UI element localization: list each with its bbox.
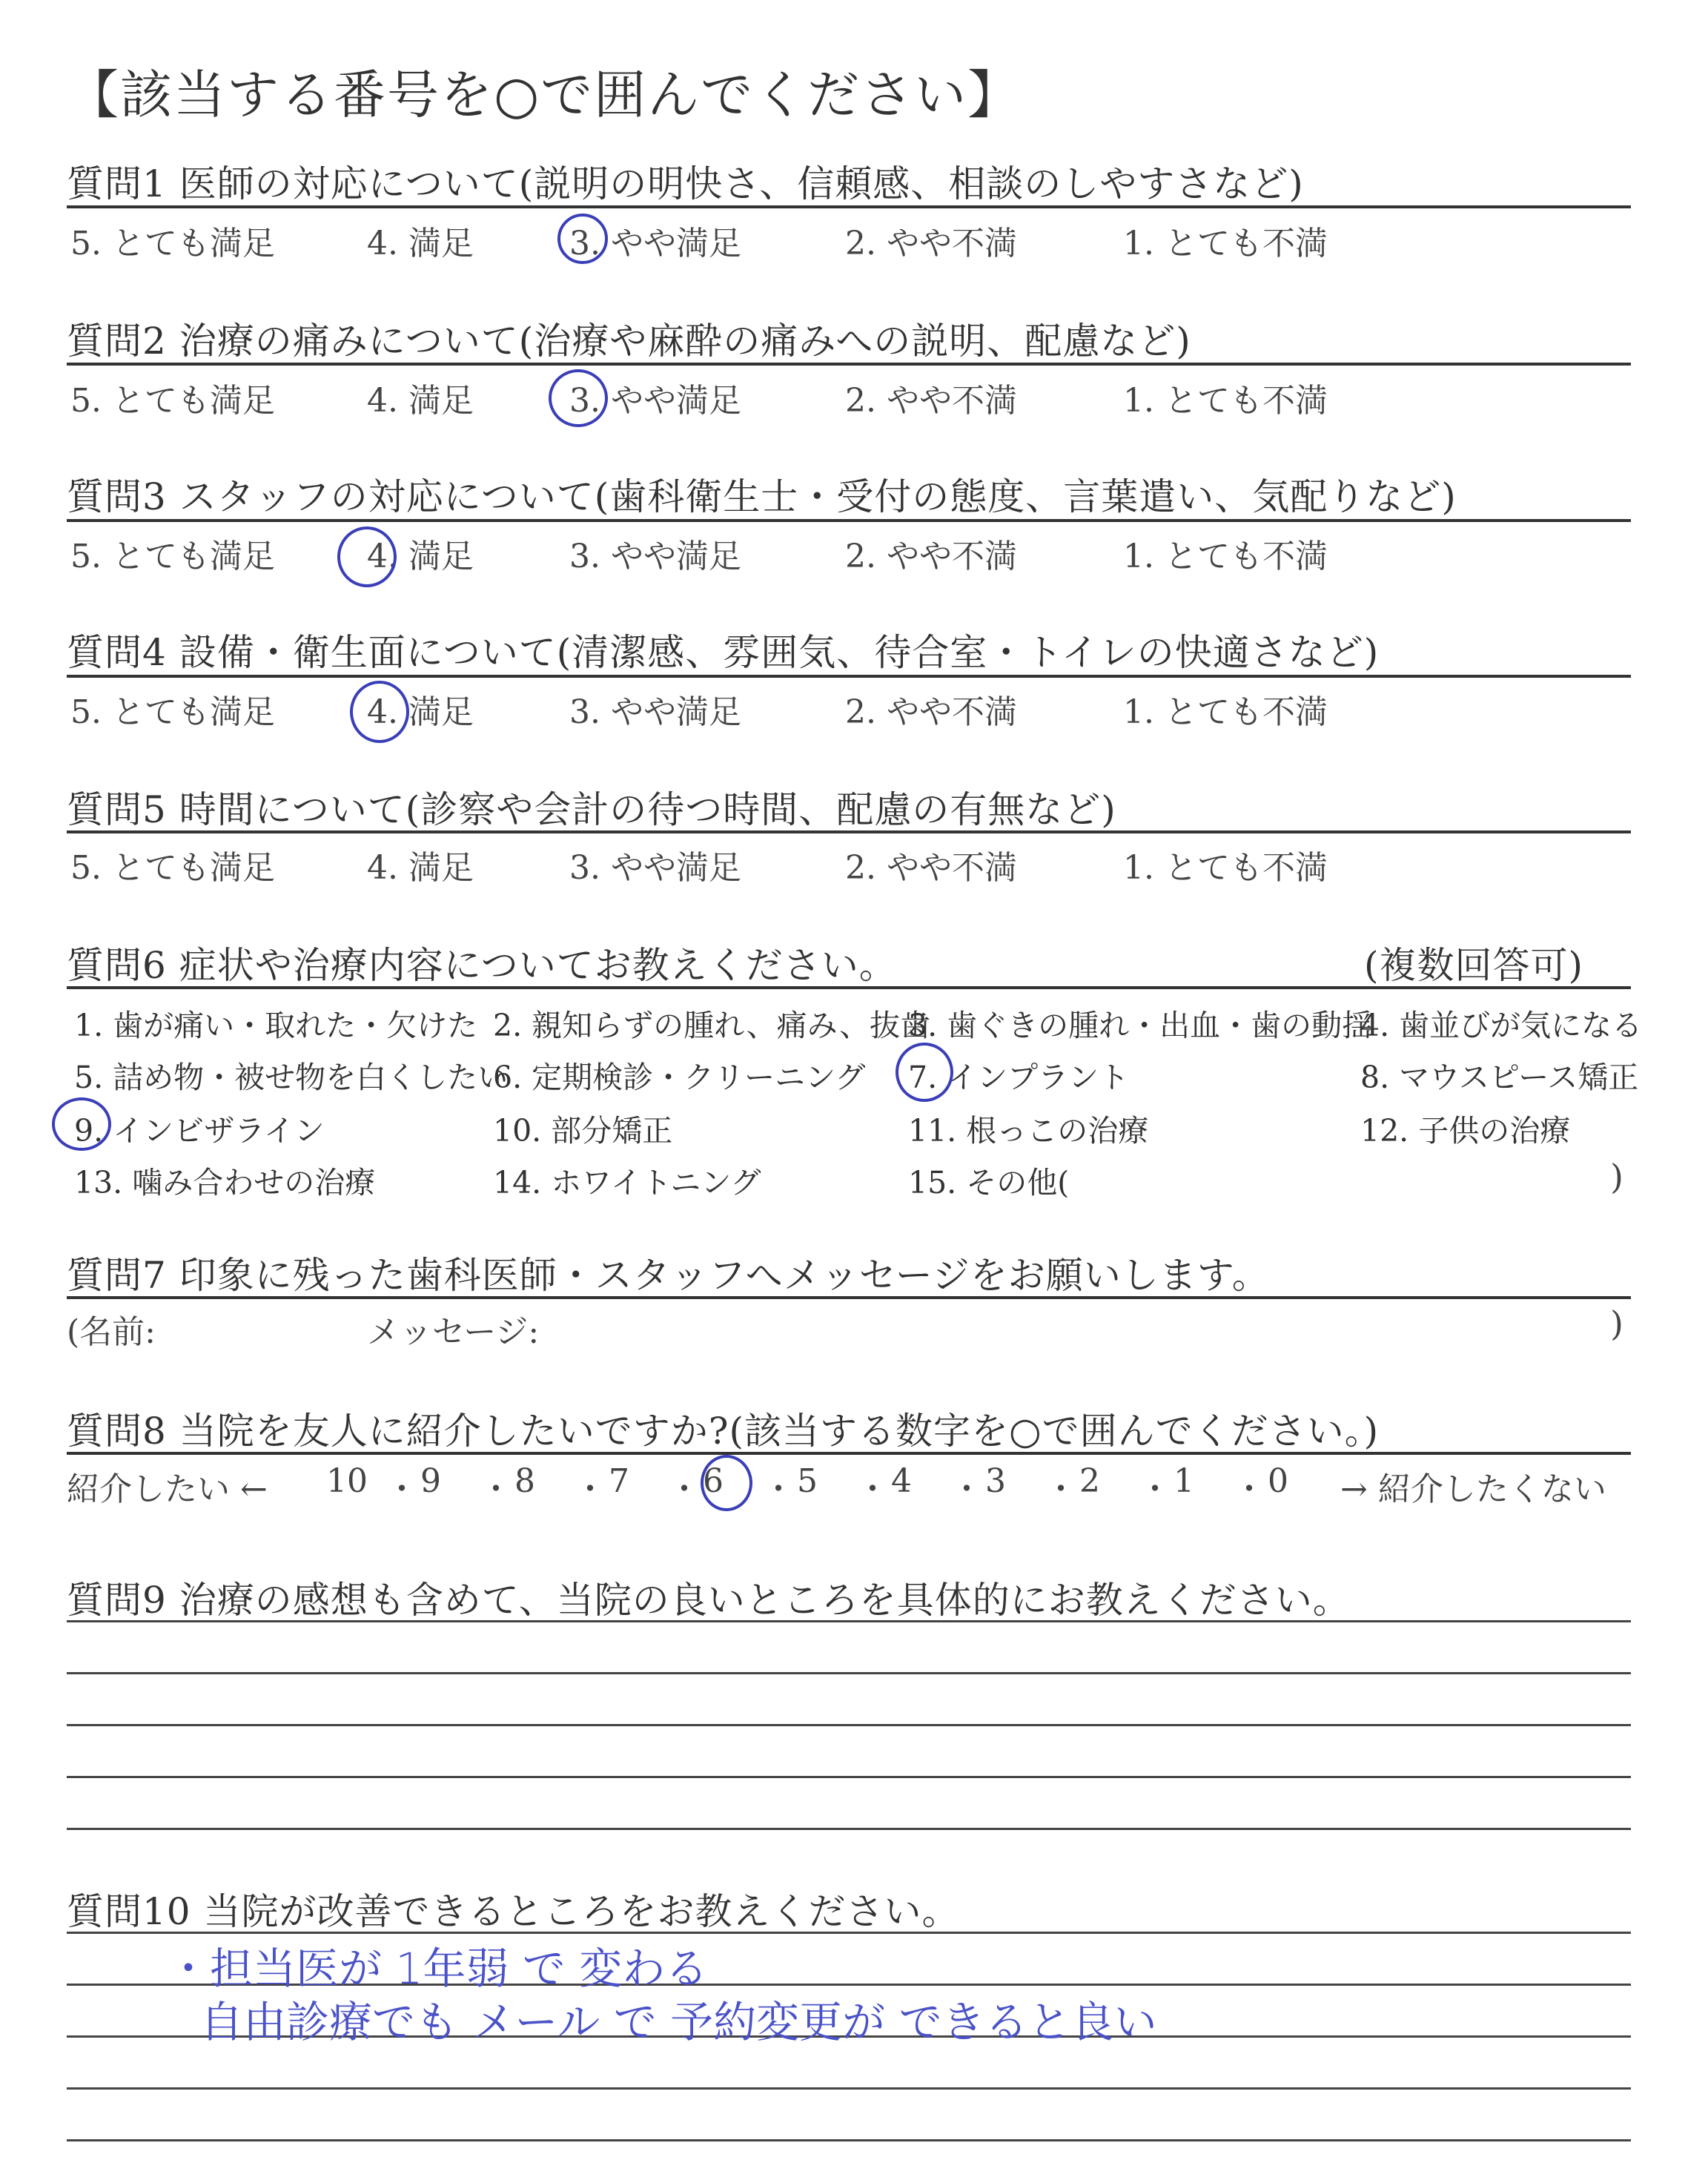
answer-line bbox=[67, 1724, 1631, 1726]
q6-option-8[interactable]: 8. マウスピース矯正 bbox=[1360, 1060, 1639, 1095]
q8-scale-separator: ・ bbox=[480, 1470, 512, 1508]
answer-line bbox=[67, 1828, 1631, 1830]
q6-option-7[interactable]: 7. インプラント bbox=[908, 1060, 1130, 1095]
q6-option-12[interactable]: 12. 子供の治療 bbox=[1360, 1113, 1571, 1149]
question-5-title: 質問5 時間について(診察や会計の待つ時間、配慮の有無など) bbox=[67, 788, 1116, 831]
divider bbox=[67, 1452, 1631, 1455]
q1-option-3[interactable]: 3. やや満足 bbox=[569, 225, 741, 262]
q10-handwritten-line-2: 自由診療でも メール で 予約変更が できると良い bbox=[200, 1997, 1157, 2047]
q8-scale-separator: ・ bbox=[856, 1470, 889, 1508]
q2-option-4[interactable]: 4. 満足 bbox=[367, 382, 474, 420]
q8-scale-separator: ・ bbox=[385, 1470, 418, 1508]
q3-option-1[interactable]: 1. とても不満 bbox=[1123, 538, 1328, 575]
q7-name-label: (名前: bbox=[67, 1313, 156, 1351]
q8-right-label: → 紹介したくない bbox=[1340, 1470, 1606, 1508]
q6-option-2[interactable]: 2. 親知らずの腫れ、痛み、抜歯 bbox=[493, 1008, 931, 1043]
q3-option-2[interactable]: 2. やや不満 bbox=[845, 538, 1017, 575]
q8-scale-separator: ・ bbox=[762, 1470, 795, 1508]
question-2-title: 質問2 治療の痛みについて(治療や麻酔の痛みへの説明、配慮など) bbox=[67, 320, 1191, 363]
divider bbox=[67, 205, 1631, 208]
q7-message-label: メッセージ: bbox=[367, 1313, 540, 1351]
q2-option-1[interactable]: 1. とても不満 bbox=[1123, 382, 1328, 420]
divider bbox=[67, 830, 1631, 833]
q6-option-9[interactable]: 9. インビザライン bbox=[74, 1113, 325, 1149]
q10-handwritten-line-1: ・担当医が 1年弱 で 変わる bbox=[167, 1943, 709, 1994]
divider bbox=[67, 363, 1631, 366]
q4-option-1[interactable]: 1. とても不満 bbox=[1123, 693, 1328, 731]
q8-scale-separator: ・ bbox=[950, 1470, 983, 1508]
q8-scale-7[interactable]: 7 bbox=[609, 1462, 629, 1500]
q6-option-14[interactable]: 14. ホワイトニング bbox=[493, 1165, 761, 1200]
answer-line bbox=[67, 2139, 1631, 2141]
question-10-title: 質問10 当院が改善できるところをお教えください。 bbox=[67, 1890, 960, 1933]
q8-selection-circle bbox=[701, 1455, 752, 1511]
form-header: 【該当する番号を○で囲んでください】 bbox=[67, 65, 1022, 125]
q6-option-4[interactable]: 4. 歯並びが気になる bbox=[1360, 1008, 1643, 1043]
q3-selection-circle bbox=[337, 526, 397, 587]
q4-option-4[interactable]: 4. 満足 bbox=[367, 693, 474, 731]
question-6-title: 質問6 症状や治療内容についてお教えください。 bbox=[67, 944, 897, 987]
q8-left-label: 紹介したい ← bbox=[67, 1470, 268, 1508]
q8-scale-separator: ・ bbox=[1045, 1470, 1077, 1508]
q4-option-2[interactable]: 2. やや不満 bbox=[845, 693, 1017, 731]
q5-option-2[interactable]: 2. やや不満 bbox=[845, 849, 1017, 887]
q2-selection-circle bbox=[549, 369, 608, 427]
answer-line bbox=[67, 1672, 1631, 1674]
q8-scale-6[interactable]: 6 bbox=[703, 1462, 724, 1500]
q8-scale-3[interactable]: 3 bbox=[985, 1462, 1006, 1500]
question-6-note: (複数回答可) bbox=[1364, 944, 1584, 987]
q8-scale-0[interactable]: 0 bbox=[1268, 1462, 1288, 1500]
q8-scale-4[interactable]: 4 bbox=[891, 1462, 912, 1500]
q8-scale-separator: ・ bbox=[1139, 1470, 1171, 1508]
q5-option-1[interactable]: 1. とても不満 bbox=[1123, 849, 1328, 887]
q6-other-close-paren: ) bbox=[1610, 1157, 1623, 1197]
q6-option-3[interactable]: 3. 歯ぐきの腫れ・出血・歯の動揺 bbox=[908, 1008, 1373, 1043]
question-7-title: 質問7 印象に残った歯科医師・スタッフへメッセージをお願いします。 bbox=[67, 1254, 1270, 1297]
q3-option-3[interactable]: 3. やや満足 bbox=[569, 538, 741, 575]
q4-option-3[interactable]: 3. やや満足 bbox=[569, 693, 741, 731]
q4-option-5[interactable]: 5. とても満足 bbox=[70, 693, 275, 731]
question-3-title: 質問3 スタッフの対応について(歯科衛生士・受付の態度、言葉遣い、気配りなど) bbox=[67, 475, 1457, 518]
question-4-title: 質問4 設備・衛生面について(清潔感、雰囲気、待合室・トイレの快適さなど) bbox=[67, 631, 1380, 674]
q7-close-paren: ) bbox=[1610, 1304, 1623, 1344]
q6-option-11[interactable]: 11. 根っこの治療 bbox=[908, 1113, 1149, 1149]
divider bbox=[67, 519, 1631, 522]
q8-scale-separator: ・ bbox=[1233, 1470, 1265, 1508]
q6-option-13[interactable]: 13. 噛み合わせの治療 bbox=[74, 1165, 376, 1200]
q8-scale-separator: ・ bbox=[574, 1470, 606, 1508]
q6-selection-circle-9 bbox=[52, 1097, 111, 1151]
q2-option-2[interactable]: 2. やや不満 bbox=[845, 382, 1017, 420]
q8-scale-2[interactable]: 2 bbox=[1079, 1462, 1100, 1500]
q1-option-5[interactable]: 5. とても満足 bbox=[70, 225, 275, 262]
q5-option-4[interactable]: 4. 満足 bbox=[367, 849, 474, 887]
q2-option-3[interactable]: 3. やや満足 bbox=[569, 382, 741, 420]
question-9-title: 質問9 治療の感想も含めて、当院の良いところを具体的にお教えください。 bbox=[67, 1579, 1351, 1622]
q6-option-1[interactable]: 1. 歯が痛い・取れた・欠けた bbox=[74, 1008, 478, 1043]
q6-selection-circle-7 bbox=[896, 1043, 953, 1102]
q8-scale-8[interactable]: 8 bbox=[514, 1462, 535, 1500]
q4-selection-circle bbox=[350, 681, 409, 743]
answer-line bbox=[67, 2087, 1631, 2090]
divider bbox=[67, 675, 1631, 678]
q8-scale-9[interactable]: 9 bbox=[420, 1462, 441, 1500]
answer-line bbox=[67, 1776, 1631, 1778]
q6-option-5[interactable]: 5. 詰め物・被せ物を白くしたい bbox=[74, 1060, 509, 1095]
q1-selection-circle bbox=[557, 214, 608, 264]
divider bbox=[67, 986, 1631, 989]
q8-scale-1[interactable]: 1 bbox=[1174, 1462, 1194, 1500]
q8-scale-10[interactable]: 10 bbox=[326, 1462, 368, 1500]
question-8-title: 質問8 当院を友人に紹介したいですか?(該当する数字を○で囲んでください。) bbox=[67, 1410, 1380, 1453]
q6-option-6[interactable]: 6. 定期検診・クリーニング bbox=[493, 1060, 866, 1095]
q1-option-2[interactable]: 2. やや不満 bbox=[845, 225, 1017, 262]
q1-option-4[interactable]: 4. 満足 bbox=[367, 225, 474, 262]
q1-option-1[interactable]: 1. とても不満 bbox=[1123, 225, 1328, 262]
answer-line bbox=[67, 1620, 1631, 1622]
q3-option-5[interactable]: 5. とても満足 bbox=[70, 538, 275, 575]
q6-option-10[interactable]: 10. 部分矯正 bbox=[493, 1113, 673, 1149]
question-1-title: 質問1 医師の対応について(説明の明快さ、信頼感、相談のしやすさなど) bbox=[67, 162, 1304, 205]
q8-scale-5[interactable]: 5 bbox=[797, 1462, 818, 1500]
q5-option-5[interactable]: 5. とても満足 bbox=[70, 849, 275, 887]
q5-option-3[interactable]: 3. やや満足 bbox=[569, 849, 741, 887]
q8-scale-separator: ・ bbox=[668, 1470, 701, 1508]
divider bbox=[67, 1296, 1631, 1299]
q2-option-5[interactable]: 5. とても満足 bbox=[70, 382, 275, 420]
q3-option-4[interactable]: 4. 満足 bbox=[367, 538, 474, 575]
q6-option-15[interactable]: 15. その他( bbox=[908, 1165, 1070, 1200]
